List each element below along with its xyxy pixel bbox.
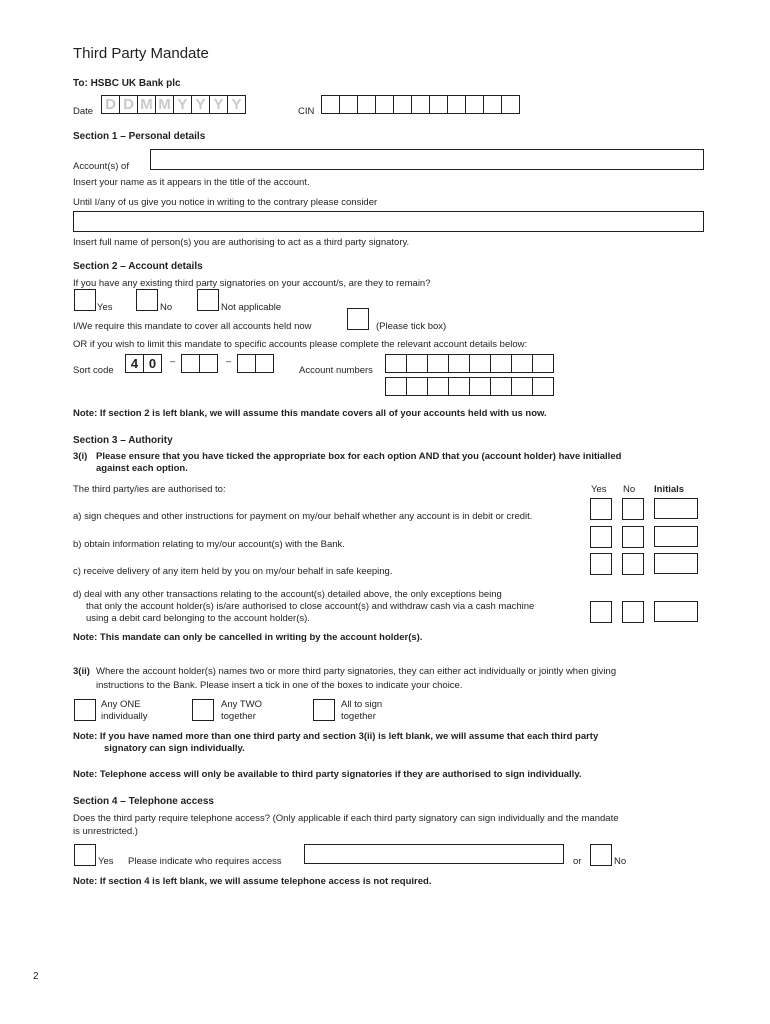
- cin-cell[interactable]: [339, 95, 358, 114]
- sort-code-dash: –: [226, 356, 232, 367]
- all-to-sign-label-2: together: [341, 711, 376, 722]
- option-d-yes-checkbox[interactable]: [590, 601, 612, 623]
- date-field[interactable]: [101, 95, 245, 114]
- account-number-row-1[interactable]: [385, 354, 553, 373]
- cin-cell[interactable]: [483, 95, 502, 114]
- account-number-cell[interactable]: [385, 354, 407, 373]
- please-tick-label: (Please tick box): [376, 321, 447, 332]
- option-d-initials-input[interactable]: [654, 601, 698, 622]
- section3ii-number: 3(ii): [73, 666, 90, 677]
- sort-code-cell[interactable]: [255, 354, 274, 373]
- date-cell[interactable]: Y: [209, 95, 228, 114]
- date-cell[interactable]: D: [101, 95, 120, 114]
- account-number-row-2[interactable]: [385, 377, 553, 396]
- cancel-note: Note: This mandate can only be cancelled in writing by the account holder(s).: [73, 632, 423, 643]
- account-number-cell[interactable]: [427, 354, 449, 373]
- cin-cell[interactable]: [447, 95, 466, 114]
- all-to-sign-checkbox[interactable]: [313, 699, 335, 721]
- account-number-cell[interactable]: [406, 377, 428, 396]
- recipient-line: To: HSBC UK Bank plc: [73, 78, 181, 89]
- account-number-cell[interactable]: [448, 354, 470, 373]
- date-cell[interactable]: Y: [191, 95, 210, 114]
- telephone-yes-label: Yes: [98, 856, 114, 867]
- multi-party-note-2: signatory can sign individually.: [104, 743, 245, 754]
- account-number-cell[interactable]: [469, 354, 491, 373]
- sort-code-cell[interactable]: [181, 354, 200, 373]
- account-number-cell[interactable]: [490, 377, 512, 396]
- page-number: 2: [33, 971, 39, 982]
- authorised-to-label: The third party/ies are authorised to:: [73, 484, 226, 495]
- sort-code-cell[interactable]: [237, 354, 256, 373]
- option-b-no-checkbox[interactable]: [622, 526, 644, 548]
- cin-cell[interactable]: [393, 95, 412, 114]
- sort-code-cell[interactable]: [199, 354, 218, 373]
- account-number-cell[interactable]: [511, 377, 533, 396]
- no-column-header: No: [623, 484, 636, 495]
- yes-column-header: Yes: [591, 484, 607, 495]
- telephone-note: Note: Telephone access will only be available to third party signatories if they are authorised to sign individually.: [73, 769, 582, 780]
- sort-code-dash: –: [170, 356, 176, 367]
- cin-cell[interactable]: [429, 95, 448, 114]
- initials-column-header: Initials: [654, 484, 685, 495]
- any-two-label-1: Any TWO: [221, 699, 262, 710]
- sort-code-part2[interactable]: [181, 354, 217, 373]
- remain-yes-checkbox[interactable]: [74, 289, 96, 311]
- account-number-cell[interactable]: [511, 354, 533, 373]
- any-two-label-2: together: [221, 711, 256, 722]
- section3i-text: Please ensure that you have ticked the appropriate box for each option AND that you (account holder) have initialled: [96, 451, 622, 462]
- any-one-checkbox[interactable]: [74, 699, 96, 721]
- section3i-text-2: against each option.: [96, 463, 188, 474]
- option-d-text-2: that only the account holder(s) is/are authorised to close account(s) and withdraw cash via a cash machine: [86, 601, 535, 612]
- third-party-name-input[interactable]: [73, 211, 704, 232]
- sort-code-part3[interactable]: [237, 354, 273, 373]
- section2-note: Note: If section 2 is left blank, we will assume this mandate covers all of your accounts held with us now.: [73, 408, 547, 419]
- option-a-yes-checkbox[interactable]: [590, 498, 612, 520]
- any-one-label-2: individually: [101, 711, 148, 722]
- or-label: or: [573, 856, 582, 867]
- cin-label: CIN: [298, 106, 315, 117]
- option-c-text: c) receive delivery of any item held by you on my/our behalf in safe keeping.: [73, 566, 393, 577]
- remain-yes-label: Yes: [97, 302, 113, 313]
- account-number-cell[interactable]: [532, 354, 554, 373]
- accounts-of-input[interactable]: [150, 149, 704, 170]
- section4-question-1: Does the third party require telephone access? (Only applicable if each third party signatory can sign individually and the mandate: [73, 813, 619, 824]
- date-cell[interactable]: Y: [227, 95, 246, 114]
- option-b-yes-checkbox[interactable]: [590, 526, 612, 548]
- telephone-yes-checkbox[interactable]: [74, 844, 96, 866]
- until-text: Until I/any of us give you notice in writing to the contrary please consider: [73, 197, 378, 208]
- accounts-hint: Insert your name as it appears in the title of the account.: [73, 177, 310, 188]
- telephone-access-input[interactable]: [304, 844, 564, 864]
- date-cell[interactable]: M: [137, 95, 156, 114]
- sort-code-cell[interactable]: 0: [143, 354, 162, 373]
- section3i-number: 3(i): [73, 451, 88, 462]
- section3ii-text: Where the account holder(s) names two or more third party signatories, they can either act individually or jointly when giving: [96, 666, 617, 677]
- all-accounts-label: I/We require this mandate to cover all accounts held now: [73, 321, 312, 332]
- account-number-cell[interactable]: [490, 354, 512, 373]
- cin-cell[interactable]: [357, 95, 376, 114]
- section2-heading: Section 2 – Account details: [73, 261, 203, 272]
- section4-note: Note: If section 4 is left blank, we will assume telephone access is not required.: [73, 876, 432, 887]
- option-a-no-checkbox[interactable]: [622, 498, 644, 520]
- cin-cell[interactable]: [465, 95, 484, 114]
- option-d-text-1: d) deal with any other transactions relating to the account(s) detailed above, the only exceptions being: [73, 589, 502, 600]
- option-a-text: a) sign cheques and other instructions for payment on my/our behalf whether any account is in debit or credit.: [73, 511, 533, 522]
- option-a-initials-input[interactable]: [654, 498, 698, 519]
- existing-signatories-question: If you have any existing third party signatories on your account/s, are they to remain?: [73, 278, 431, 289]
- section4-heading: Section 4 – Telephone access: [73, 796, 214, 807]
- section3ii-text-2: instructions to the Bank. Please insert a tick in one of the boxes to indicate your choice.: [96, 680, 463, 691]
- telephone-no-label: No: [614, 856, 627, 867]
- option-c-yes-checkbox[interactable]: [590, 553, 612, 575]
- option-b-initials-input[interactable]: [654, 526, 698, 547]
- multi-party-note-1: Note: If you have named more than one third party and section 3(ii) is left blank, we will assume that each third party: [73, 731, 599, 742]
- option-c-no-checkbox[interactable]: [622, 553, 644, 575]
- account-number-cell[interactable]: [427, 377, 449, 396]
- accounts-of-label: Account(s) of: [73, 161, 129, 172]
- all-to-sign-label-1: All to sign: [341, 699, 383, 710]
- option-d-text-3: using a debit card belonging to the account holder(s).: [86, 613, 310, 624]
- account-number-cell[interactable]: [448, 377, 470, 396]
- all-accounts-checkbox[interactable]: [347, 308, 369, 330]
- account-number-cell[interactable]: [406, 354, 428, 373]
- cin-cell[interactable]: [375, 95, 394, 114]
- remain-no-checkbox[interactable]: [136, 289, 158, 311]
- sort-code-cell[interactable]: 4: [125, 354, 144, 373]
- date-label: Date: [73, 106, 94, 117]
- option-d-no-checkbox[interactable]: [622, 601, 644, 623]
- section4-question-2: is unrestricted.): [73, 826, 138, 837]
- section3-heading: Section 3 – Authority: [73, 435, 173, 446]
- section1-heading: Section 1 – Personal details: [73, 131, 206, 142]
- date-cell[interactable]: Y: [173, 95, 192, 114]
- account-number-cell[interactable]: [532, 377, 554, 396]
- any-two-checkbox[interactable]: [192, 699, 214, 721]
- any-one-label-1: Any ONE: [101, 699, 141, 710]
- cin-cell[interactable]: [501, 95, 520, 114]
- telephone-no-checkbox[interactable]: [590, 844, 612, 866]
- date-cell[interactable]: M: [155, 95, 174, 114]
- page-title: Third Party Mandate: [73, 45, 209, 62]
- remain-na-label: Not applicable: [221, 302, 282, 313]
- remain-na-checkbox[interactable]: [197, 289, 219, 311]
- option-c-initials-input[interactable]: [654, 553, 698, 574]
- sort-code-label: Sort code: [73, 365, 114, 376]
- option-b-text: b) obtain information relating to my/our account(s) with the Bank.: [73, 539, 345, 550]
- account-number-cell[interactable]: [385, 377, 407, 396]
- sort-code-part1[interactable]: [125, 354, 161, 373]
- account-number-cell[interactable]: [469, 377, 491, 396]
- cin-field[interactable]: [321, 95, 519, 114]
- specific-accounts-text: OR if you wish to limit this mandate to specific accounts please complete the relevant account details below:: [73, 339, 528, 350]
- date-cell[interactable]: D: [119, 95, 138, 114]
- account-numbers-label: Account numbers: [299, 365, 373, 376]
- cin-cell[interactable]: [411, 95, 430, 114]
- person-hint: Insert full name of person(s) you are authorising to act as a third party signatory.: [73, 237, 410, 248]
- indicate-access-label: Please indicate who requires access: [128, 856, 282, 867]
- remain-no-label: No: [160, 302, 173, 313]
- cin-cell[interactable]: [321, 95, 340, 114]
